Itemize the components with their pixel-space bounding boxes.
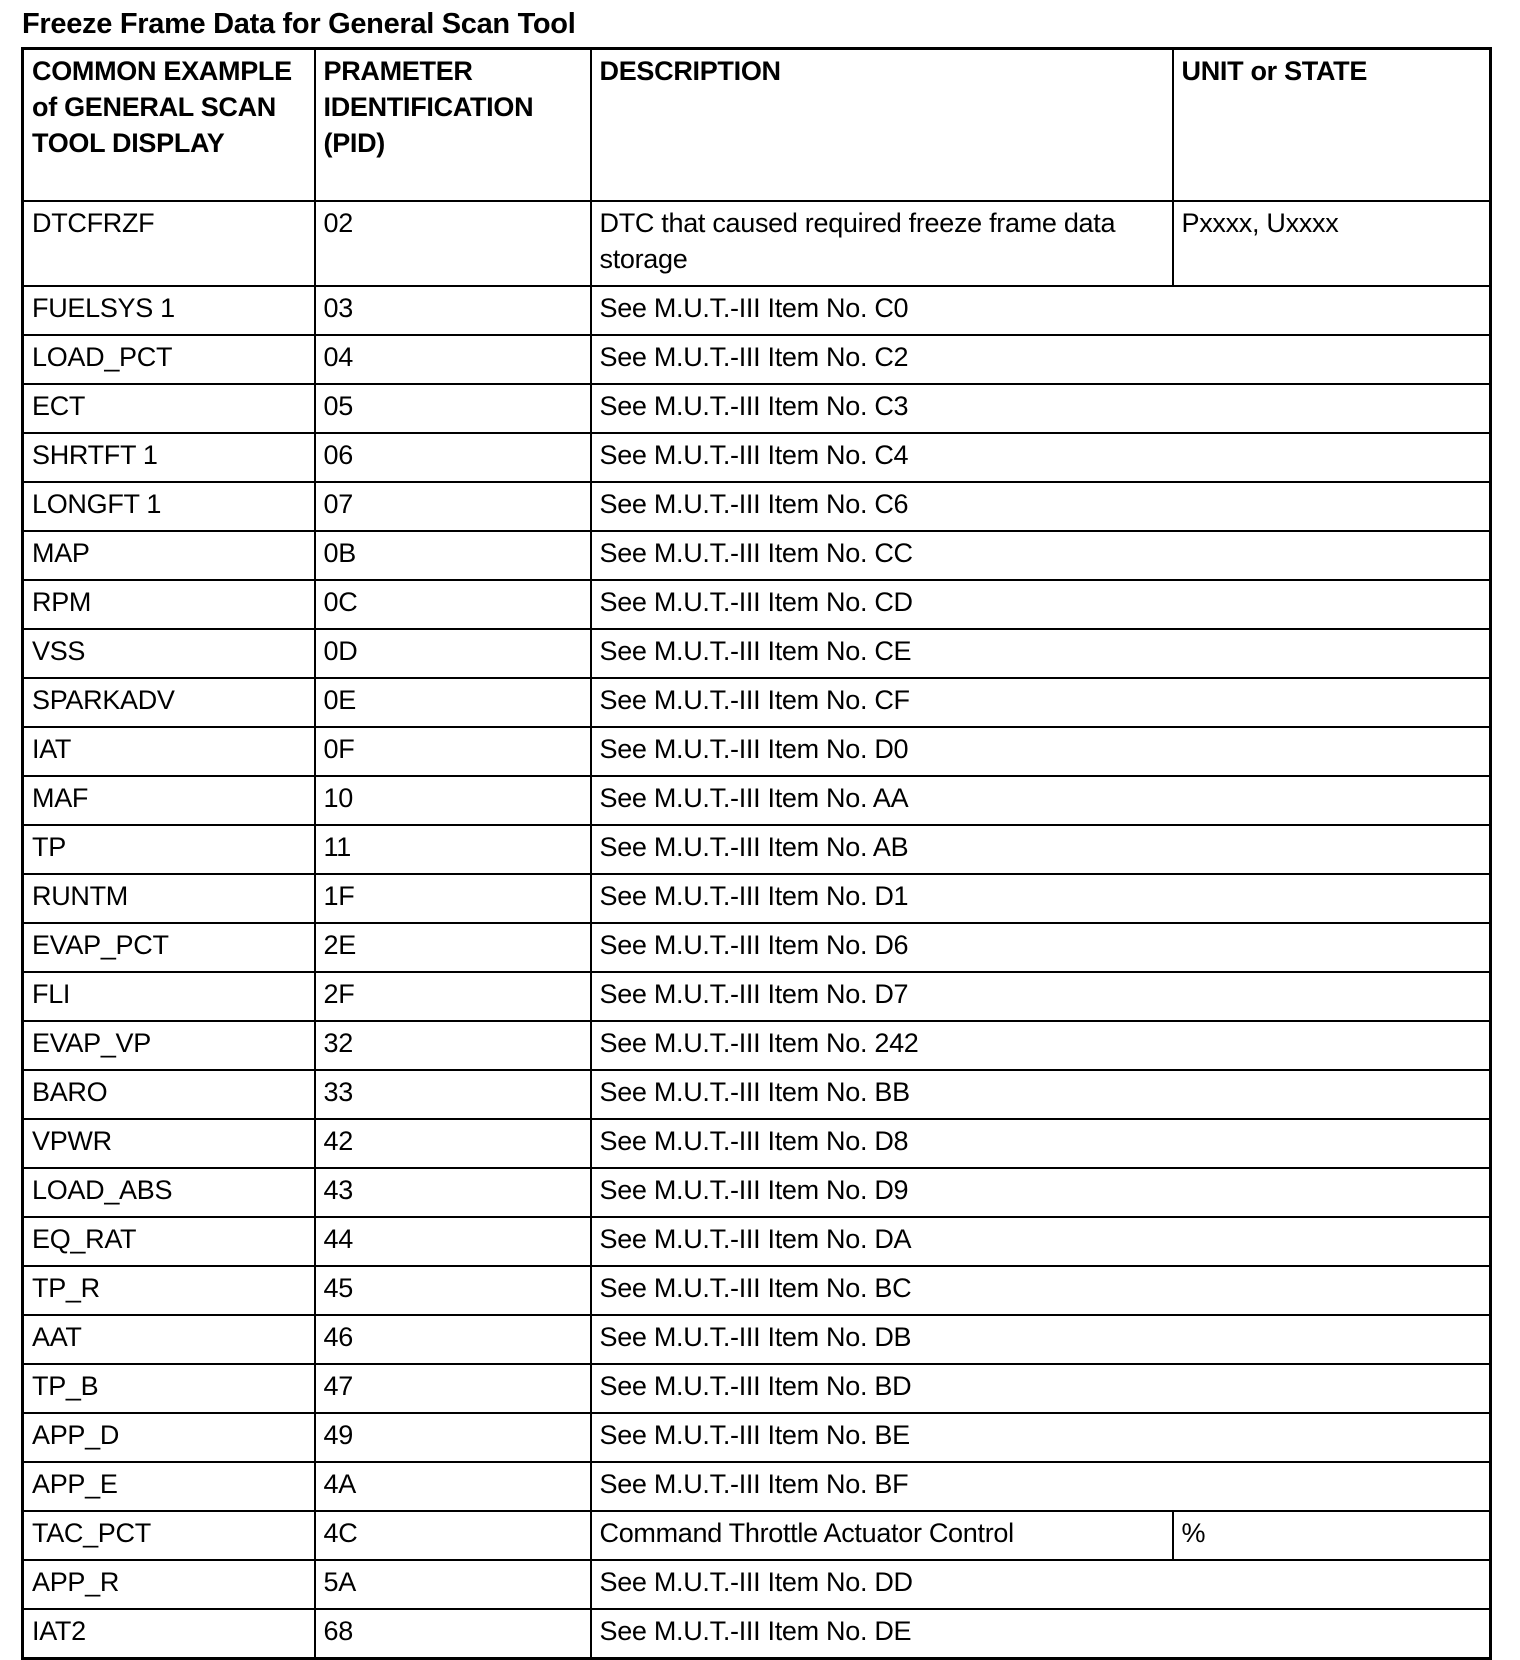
table-row — [23, 1560, 1491, 1609]
header-display: COMMON EXAMPLE of GENERAL SCAN TOOL DISPLAY — [23, 49, 315, 202]
cell-display: APP_E — [23, 1462, 315, 1511]
table-row — [23, 1315, 1491, 1364]
cell-display: MAP — [23, 531, 315, 580]
cell-description: See M.U.T.-III Item No. BB — [591, 1070, 1491, 1119]
cell-description: See M.U.T.-III Item No. CC — [591, 531, 1491, 580]
cell-display: BARO — [23, 1070, 315, 1119]
table-row — [23, 776, 1491, 825]
table-row — [23, 1413, 1491, 1462]
cell-pid: 68 — [315, 1609, 591, 1659]
cell-description: See M.U.T.-III Item No. CF — [591, 678, 1491, 727]
cell-display: RUNTM — [23, 874, 315, 923]
cell-pid: 06 — [315, 433, 591, 482]
cell-pid: 4A — [315, 1462, 591, 1511]
table-row — [23, 923, 1491, 972]
header-pid: PRAMETER IDENTIFICATION (PID) — [315, 49, 591, 202]
cell-display: LONGFT 1 — [23, 482, 315, 531]
table-row — [23, 1364, 1491, 1413]
table-row — [23, 482, 1491, 531]
table-row — [23, 531, 1491, 580]
cell-display: VPWR — [23, 1119, 315, 1168]
cell-description: See M.U.T.-III Item No. BE — [591, 1413, 1491, 1462]
cell-description: Command Throttle Actuator Control — [591, 1511, 1173, 1560]
cell-description: See M.U.T.-III Item No. D8 — [591, 1119, 1491, 1168]
cell-display: ECT — [23, 384, 315, 433]
cell-pid: 4C — [315, 1511, 591, 1560]
cell-description: See M.U.T.-III Item No. C3 — [591, 384, 1491, 433]
table-row — [23, 1119, 1491, 1168]
cell-description: See M.U.T.-III Item No. BD — [591, 1364, 1491, 1413]
cell-pid: 47 — [315, 1364, 591, 1413]
cell-pid: 43 — [315, 1168, 591, 1217]
cell-pid: 0C — [315, 580, 591, 629]
cell-description: See M.U.T.-III Item No. 242 — [591, 1021, 1491, 1070]
cell-display: APP_D — [23, 1413, 315, 1462]
cell-description: See M.U.T.-III Item No. C4 — [591, 433, 1491, 482]
cell-pid: 2F — [315, 972, 591, 1021]
cell-pid: 45 — [315, 1266, 591, 1315]
cell-pid: 0E — [315, 678, 591, 727]
cell-description: See M.U.T.-III Item No. C0 — [591, 286, 1491, 335]
cell-display: LOAD_ABS — [23, 1168, 315, 1217]
cell-description: See M.U.T.-III Item No. D1 — [591, 874, 1491, 923]
document-title: Freeze Frame Data for General Scan Tool — [22, 8, 576, 40]
cell-pid: 0F — [315, 727, 591, 776]
cell-pid: 5A — [315, 1560, 591, 1609]
cell-display: AAT — [23, 1315, 315, 1364]
table-row — [23, 1070, 1491, 1119]
cell-display: RPM — [23, 580, 315, 629]
table-header-row — [23, 49, 1491, 202]
table-row — [23, 1021, 1491, 1070]
cell-description: See M.U.T.-III Item No. D6 — [591, 923, 1491, 972]
table-row — [23, 1609, 1491, 1659]
cell-description: See M.U.T.-III Item No. C6 — [591, 482, 1491, 531]
cell-pid: 05 — [315, 384, 591, 433]
cell-pid: 44 — [315, 1217, 591, 1266]
cell-display: SPARKADV — [23, 678, 315, 727]
cell-description: See M.U.T.-III Item No. BC — [591, 1266, 1491, 1315]
cell-display: EVAP_PCT — [23, 923, 315, 972]
table-row — [23, 335, 1491, 384]
cell-description: See M.U.T.-III Item No. D0 — [591, 727, 1491, 776]
table-row — [23, 825, 1491, 874]
cell-unit: % — [1173, 1511, 1491, 1560]
cell-display: FUELSYS 1 — [23, 286, 315, 335]
cell-pid: 46 — [315, 1315, 591, 1364]
cell-pid: 0B — [315, 531, 591, 580]
table-row — [23, 1511, 1491, 1560]
cell-display: IAT — [23, 727, 315, 776]
cell-description: See M.U.T.-III Item No. AA — [591, 776, 1491, 825]
cell-description: See M.U.T.-III Item No. CD — [591, 580, 1491, 629]
table-row — [23, 972, 1491, 1021]
cell-display: TP — [23, 825, 315, 874]
cell-pid: 2E — [315, 923, 591, 972]
table-row — [23, 678, 1491, 727]
cell-display: LOAD_PCT — [23, 335, 315, 384]
header-description: DESCRIPTION — [591, 49, 1173, 202]
cell-pid: 49 — [315, 1413, 591, 1462]
cell-description: See M.U.T.-III Item No. C2 — [591, 335, 1491, 384]
cell-pid: 03 — [315, 286, 591, 335]
cell-description: See M.U.T.-III Item No. D9 — [591, 1168, 1491, 1217]
cell-pid: 1F — [315, 874, 591, 923]
cell-pid: 0D — [315, 629, 591, 678]
cell-pid: 02 — [315, 201, 591, 286]
cell-display: FLI — [23, 972, 315, 1021]
cell-pid: 33 — [315, 1070, 591, 1119]
table-row — [23, 1168, 1491, 1217]
cell-description: See M.U.T.-III Item No. D7 — [591, 972, 1491, 1021]
table-row — [23, 580, 1491, 629]
cell-display: VSS — [23, 629, 315, 678]
cell-display: TAC_PCT — [23, 1511, 315, 1560]
table-row — [23, 1266, 1491, 1315]
cell-display: EVAP_VP — [23, 1021, 315, 1070]
cell-display: MAF — [23, 776, 315, 825]
cell-display: APP_R — [23, 1560, 315, 1609]
table-row — [23, 1217, 1491, 1266]
cell-display: DTCFRZF — [23, 201, 315, 286]
freeze-frame-table — [21, 47, 1492, 1660]
cell-description: DTC that caused required freeze frame data storage — [591, 201, 1173, 286]
table-row — [23, 286, 1491, 335]
cell-pid: 07 — [315, 482, 591, 531]
header-unit: UNIT or STATE — [1173, 49, 1491, 202]
table-row — [23, 874, 1491, 923]
cell-description: See M.U.T.-III Item No. BF — [591, 1462, 1491, 1511]
cell-description: See M.U.T.-III Item No. DE — [591, 1609, 1491, 1659]
cell-display: TP_B — [23, 1364, 315, 1413]
table-row — [23, 727, 1491, 776]
cell-display: TP_R — [23, 1266, 315, 1315]
cell-display: EQ_RAT — [23, 1217, 315, 1266]
table-row — [23, 629, 1491, 678]
cell-description: See M.U.T.-III Item No. AB — [591, 825, 1491, 874]
cell-description: See M.U.T.-III Item No. DA — [591, 1217, 1491, 1266]
cell-description: See M.U.T.-III Item No. DB — [591, 1315, 1491, 1364]
cell-pid: 42 — [315, 1119, 591, 1168]
table-row — [23, 384, 1491, 433]
cell-pid: 11 — [315, 825, 591, 874]
table-row — [23, 433, 1491, 482]
cell-description: See M.U.T.-III Item No. CE — [591, 629, 1491, 678]
cell-pid: 04 — [315, 335, 591, 384]
cell-display: SHRTFT 1 — [23, 433, 315, 482]
cell-unit: Pxxxx, Uxxxx — [1173, 201, 1491, 286]
table-row — [23, 201, 1491, 286]
table-row — [23, 1462, 1491, 1511]
cell-display: IAT2 — [23, 1609, 315, 1659]
cell-pid: 10 — [315, 776, 591, 825]
cell-description: See M.U.T.-III Item No. DD — [591, 1560, 1491, 1609]
cell-pid: 32 — [315, 1021, 591, 1070]
